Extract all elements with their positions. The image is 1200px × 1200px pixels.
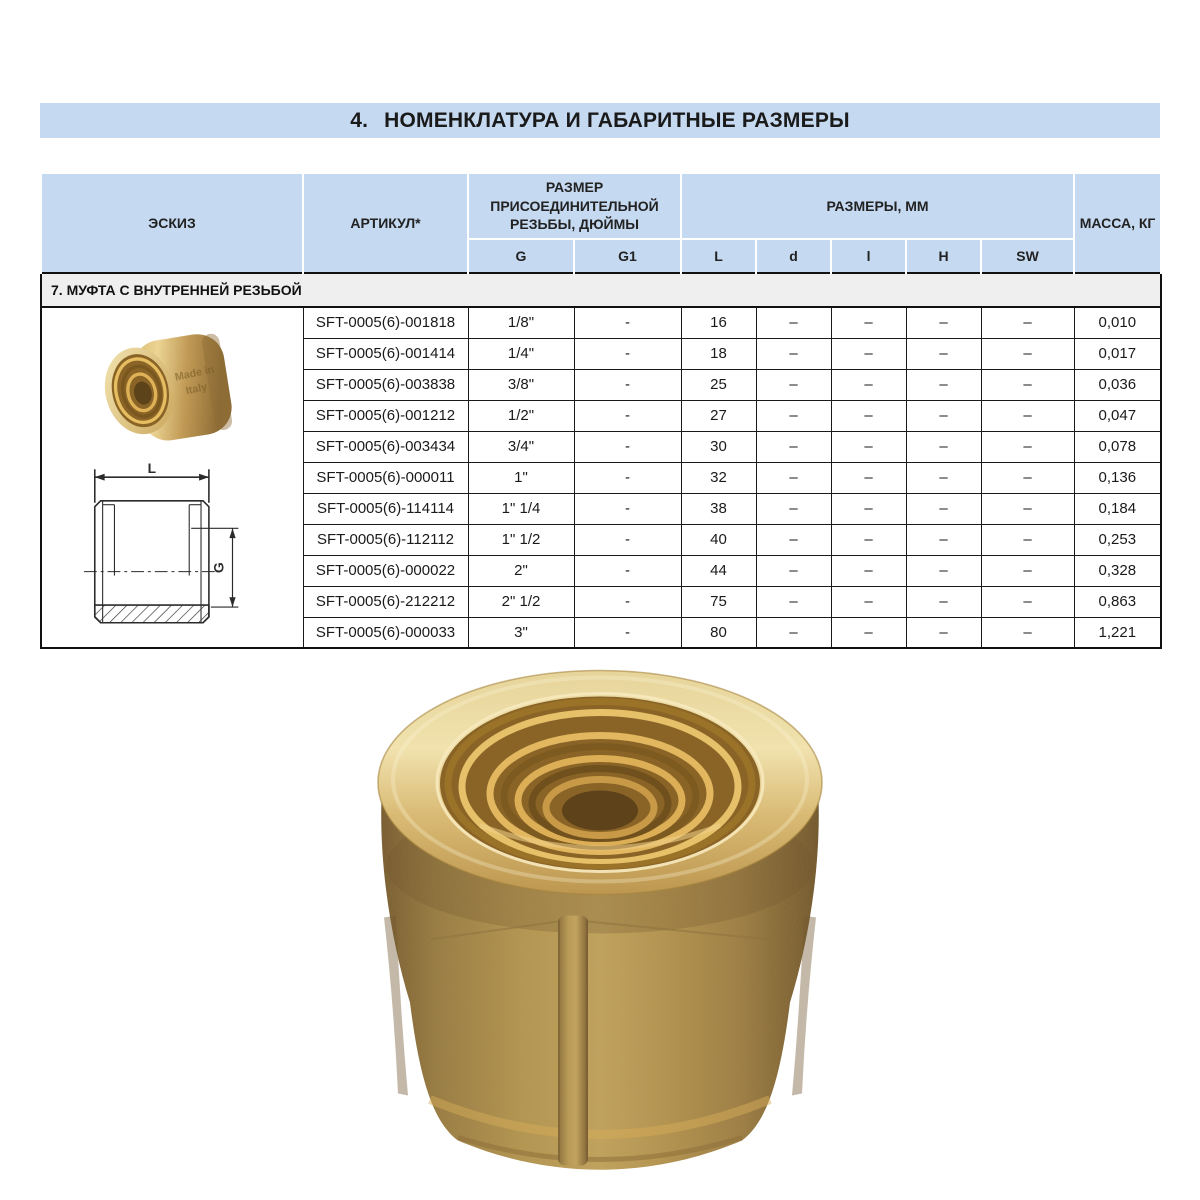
cell-H: – xyxy=(906,307,981,338)
cell-l: – xyxy=(831,586,906,617)
cell-G1: - xyxy=(574,369,681,400)
cell-G: 1" 1/4 xyxy=(468,493,574,524)
cell-G1: - xyxy=(574,400,681,431)
cell-article: SFT-0005(6)-003838 xyxy=(303,369,468,400)
header-row-groups xyxy=(41,173,1161,239)
cell-l: – xyxy=(831,400,906,431)
cell-L: 40 xyxy=(681,524,756,555)
col-header-thread-size-group: РАЗМЕР ПРИСОЕДИНИТЕЛЬНОЙ РЕЗЬБЫ, ДЮЙМЫ xyxy=(468,173,681,239)
cell-G1: - xyxy=(574,462,681,493)
cell-l: – xyxy=(831,307,906,338)
cell-H: – xyxy=(906,493,981,524)
cell-article: SFT-0005(6)-114114 xyxy=(303,493,468,524)
cell-l: – xyxy=(831,555,906,586)
cell-d: – xyxy=(756,338,831,369)
cell-article: SFT-0005(6)-000011 xyxy=(303,462,468,493)
cell-article: SFT-0005(6)-001212 xyxy=(303,400,468,431)
page-title: НОМЕНКЛАТУРА И ГАБАРИТНЫЕ РАЗМЕРЫ xyxy=(384,108,850,132)
cell-L: 25 xyxy=(681,369,756,400)
cell-mass: 0,253 xyxy=(1074,524,1161,555)
cell-SW: – xyxy=(981,431,1074,462)
cell-mass: 0,036 xyxy=(1074,369,1161,400)
cell-G: 3/8" xyxy=(468,369,574,400)
cell-G: 1/8" xyxy=(468,307,574,338)
col-header-l: l xyxy=(831,239,906,273)
cell-G: 3/4" xyxy=(468,431,574,462)
col-header-G1: G1 xyxy=(574,239,681,273)
cell-d: – xyxy=(756,400,831,431)
cell-H: – xyxy=(906,431,981,462)
cell-d: – xyxy=(756,617,831,648)
cell-SW: – xyxy=(981,338,1074,369)
cell-article: SFT-0005(6)-001818 xyxy=(303,307,468,338)
cell-mass: 0,078 xyxy=(1074,431,1161,462)
cell-l: – xyxy=(831,617,906,648)
cell-L: 30 xyxy=(681,431,756,462)
cell-SW: – xyxy=(981,369,1074,400)
cell-L: 16 xyxy=(681,307,756,338)
spec-table xyxy=(40,172,1162,649)
col-header-SW: SW xyxy=(981,239,1074,273)
cell-G: 3" xyxy=(468,617,574,648)
cell-SW: – xyxy=(981,307,1074,338)
cell-d: – xyxy=(756,307,831,338)
col-header-mass: МАССА, КГ xyxy=(1074,173,1161,273)
cell-l: – xyxy=(831,493,906,524)
cell-L: 44 xyxy=(681,555,756,586)
cell-L: 75 xyxy=(681,586,756,617)
cell-G1: - xyxy=(574,617,681,648)
cell-mass: 0,047 xyxy=(1074,400,1161,431)
dim-label-L: L xyxy=(147,460,157,476)
col-header-G: G xyxy=(468,239,574,273)
cell-G: 1/4" xyxy=(468,338,574,369)
cell-article: SFT-0005(6)-112112 xyxy=(303,524,468,555)
section-row-title: 7. МУФТА С ВНУТРЕННЕЙ РЕЗЬБОЙ xyxy=(41,273,1161,307)
cell-G1: - xyxy=(574,431,681,462)
cell-SW: – xyxy=(981,555,1074,586)
cell-G: 1" xyxy=(468,462,574,493)
sketch-cell xyxy=(41,307,303,648)
cell-article: SFT-0005(6)-003434 xyxy=(303,431,468,462)
cell-G: 1" 1/2 xyxy=(468,524,574,555)
cell-G: 2" xyxy=(468,555,574,586)
cell-d: – xyxy=(756,555,831,586)
cell-l: – xyxy=(831,431,906,462)
cell-SW: – xyxy=(981,493,1074,524)
cell-G1: - xyxy=(574,555,681,586)
col-header-H: H xyxy=(906,239,981,273)
cell-SW: – xyxy=(981,617,1074,648)
cell-d: – xyxy=(756,431,831,462)
cell-SW: – xyxy=(981,586,1074,617)
col-header-L: L xyxy=(681,239,756,273)
cell-d: – xyxy=(756,586,831,617)
cell-l: – xyxy=(831,338,906,369)
cell-article: SFT-0005(6)-000022 xyxy=(303,555,468,586)
section-number: 4. xyxy=(350,108,369,132)
cell-H: – xyxy=(906,586,981,617)
cell-G1: - xyxy=(574,586,681,617)
cell-G: 2" 1/2 xyxy=(468,586,574,617)
cell-H: – xyxy=(906,524,981,555)
cell-mass: 0,328 xyxy=(1074,555,1161,586)
cell-d: – xyxy=(756,493,831,524)
col-header-sketch: ЭСКИЗ xyxy=(41,173,303,273)
coupling-photo-large xyxy=(370,666,830,1174)
cell-d: – xyxy=(756,524,831,555)
cell-H: – xyxy=(906,369,981,400)
dim-label-G: G xyxy=(211,561,227,573)
cell-l: – xyxy=(831,524,906,555)
cell-H: – xyxy=(906,400,981,431)
cell-d: – xyxy=(756,369,831,400)
cell-G1: - xyxy=(574,307,681,338)
table-row xyxy=(41,307,1161,338)
cell-L: 80 xyxy=(681,617,756,648)
coupling-photo-small xyxy=(94,321,250,457)
technical-drawing xyxy=(81,461,263,635)
section-heading xyxy=(40,103,1160,138)
cell-H: – xyxy=(906,555,981,586)
cell-mass: 0,136 xyxy=(1074,462,1161,493)
cell-l: – xyxy=(831,369,906,400)
col-header-d: d xyxy=(756,239,831,273)
cell-article: SFT-0005(6)-001414 xyxy=(303,338,468,369)
cell-H: – xyxy=(906,338,981,369)
cell-mass: 0,010 xyxy=(1074,307,1161,338)
section-row xyxy=(41,273,1161,307)
cell-mass: 0,184 xyxy=(1074,493,1161,524)
cell-SW: – xyxy=(981,400,1074,431)
photo-stamp-line1: Made in xyxy=(174,363,216,384)
cell-L: 38 xyxy=(681,493,756,524)
cell-H: – xyxy=(906,617,981,648)
cell-d: – xyxy=(756,462,831,493)
cell-mass: 0,017 xyxy=(1074,338,1161,369)
cell-G1: - xyxy=(574,493,681,524)
col-header-dimensions-group: РАЗМЕРЫ, ММ xyxy=(681,173,1074,239)
cell-article: SFT-0005(6)-212212 xyxy=(303,586,468,617)
cell-L: 27 xyxy=(681,400,756,431)
cell-mass: 0,863 xyxy=(1074,586,1161,617)
cell-L: 32 xyxy=(681,462,756,493)
cell-H: – xyxy=(906,462,981,493)
photo-stamp-line2: Italy xyxy=(185,380,209,397)
cell-G1: - xyxy=(574,338,681,369)
col-header-article: АРТИКУЛ* xyxy=(303,173,468,273)
cell-SW: – xyxy=(981,524,1074,555)
cell-SW: – xyxy=(981,462,1074,493)
cell-L: 18 xyxy=(681,338,756,369)
cell-l: – xyxy=(831,462,906,493)
cell-G1: - xyxy=(574,524,681,555)
cell-article: SFT-0005(6)-000033 xyxy=(303,617,468,648)
cell-G: 1/2" xyxy=(468,400,574,431)
cell-mass: 1,221 xyxy=(1074,617,1161,648)
